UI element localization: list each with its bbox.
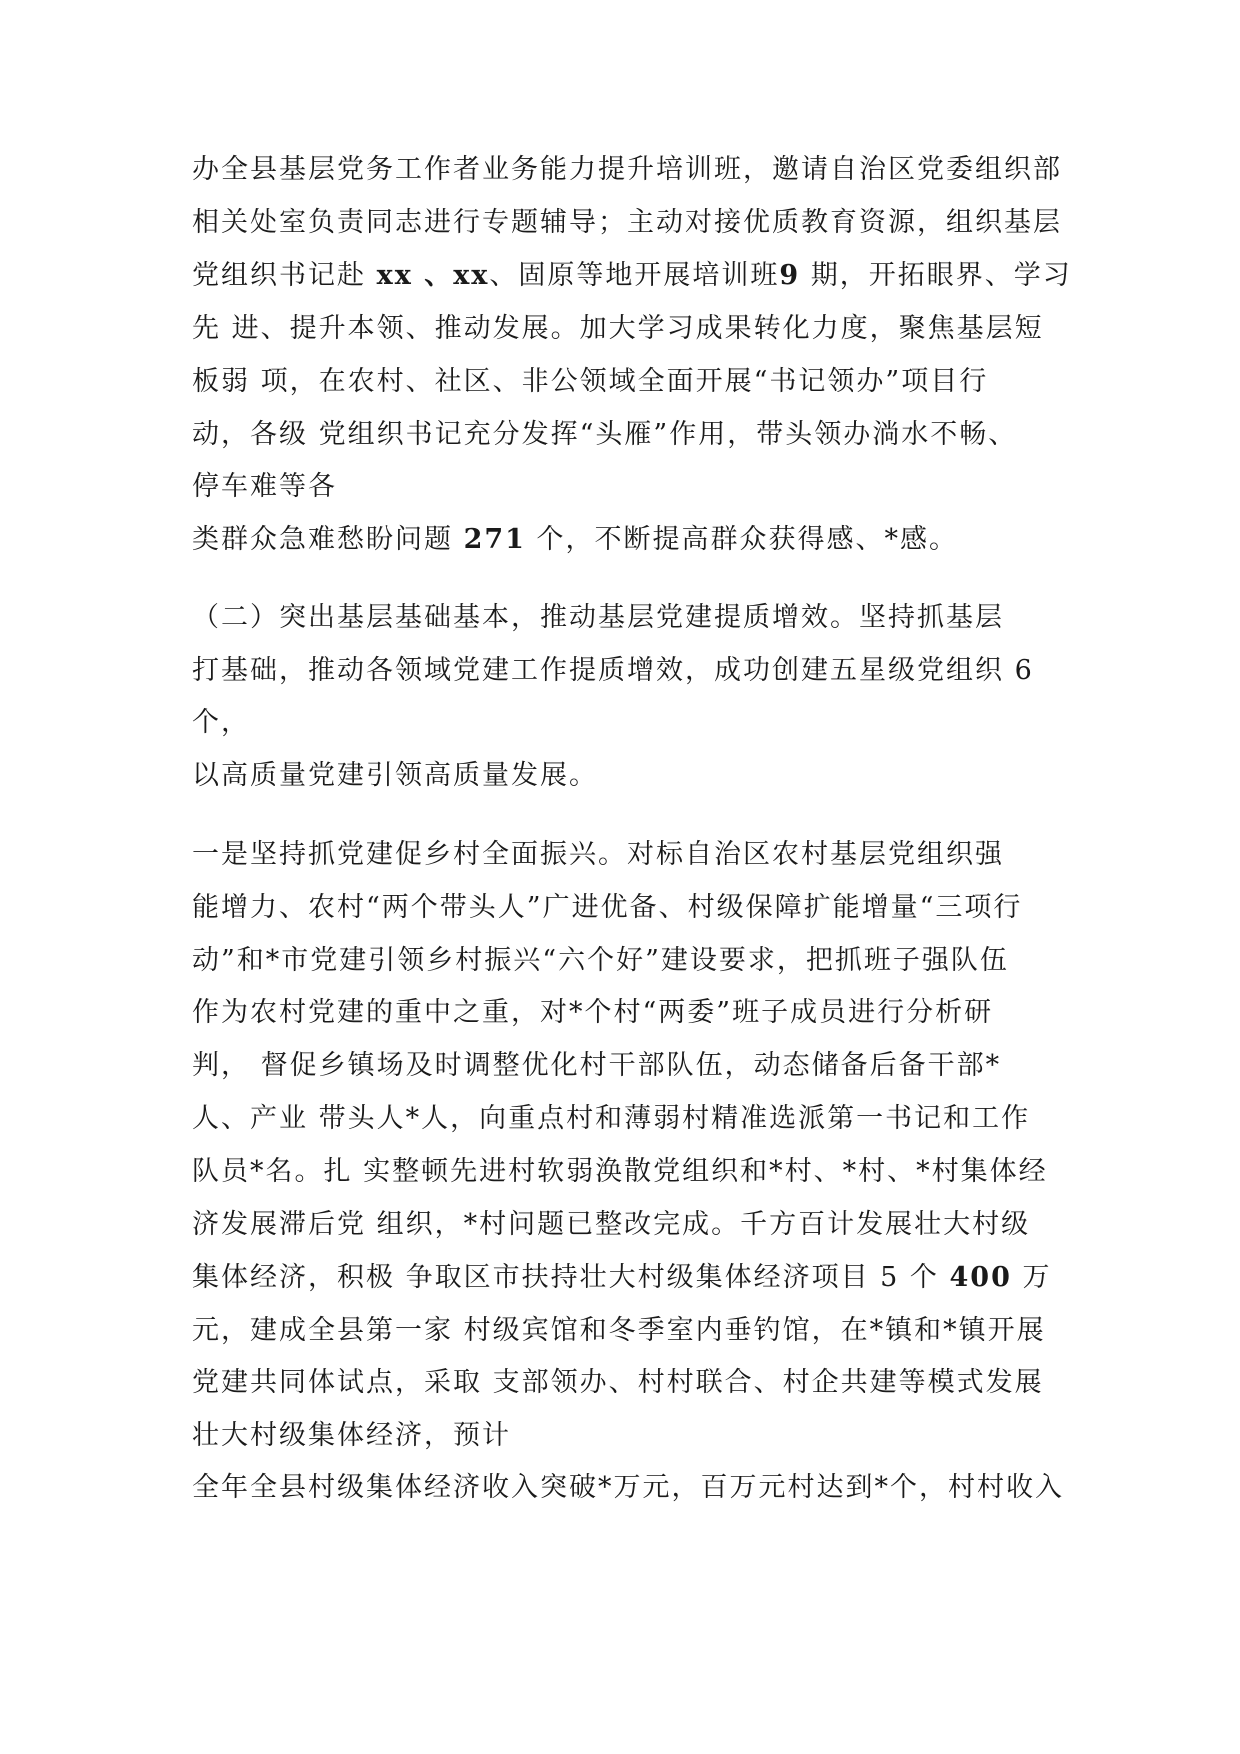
text-line [192, 1258, 1062, 1298]
text-run-bold: 9 [779, 260, 801, 291]
text-line: 先 进、提升本领、推动发展。加大学习成果转化力度，聚焦基层短 [192, 313, 1044, 344]
text-run: 、固原等地开展培训班 [489, 260, 780, 291]
text-line: 元，建成全县第一家 村级宾馆和冬季室内垂钓馆，在*镇和*镇开展 [192, 1315, 1046, 1346]
text-line: 停车难等各 [192, 471, 337, 502]
text-line: 板弱 项，在农村、社区、非公领域全面开展“书记领办”项目行 [192, 366, 989, 397]
text-line: 全年全县村级集体经济收入突破*万元，百万元村达到*个，村村收入 [192, 1472, 1064, 1503]
text-run: 万 [1011, 1262, 1052, 1293]
text-line: 队员*名。扎 实整顿先进村软弱涣散党组织和*村、*村、*村集体经 [192, 1156, 1048, 1187]
text-run: 党组织书记赴 [192, 260, 377, 291]
text-run: 类群众急难愁盼问题 [192, 524, 464, 555]
text-line: 一是坚持抓党建促乡村全面振兴。对标自治区农村基层党组织强 [192, 839, 1004, 870]
text-line: 以高质量党建引领高质量发展。 [192, 760, 598, 791]
text-line: 个， [192, 707, 250, 738]
text-line [192, 256, 1072, 296]
text-line: 办全县基层党务工作者业务能力提升培训班，邀请自治区党委组织部 [192, 154, 1062, 185]
text-line: 党建共同体试点，采取 支部领办、村村联合、村企共建等模式发展 [192, 1367, 1044, 1398]
text-line: 判， 督促乡镇场及时调整优化村干部队伍，动态储备后备干部* [192, 1050, 1002, 1081]
text-line: （二）突出基层基础基本，推动基层党建提质增效。坚持抓基层 [192, 602, 1004, 633]
text-run: 集体经济，积极 争取区市扶持壮大村级集体经济项目 5 个 [192, 1262, 950, 1293]
text-line: 相关处室负责同志进行专题辅导；主动对接优质教育资源，组织基层 [192, 207, 1062, 238]
text-run-bold: xx 、xx [376, 260, 490, 291]
text-run: 期，开拓眼界、学习 [800, 260, 1072, 291]
text-line: 济发展滞后党 组织，*村问题已整改完成。千方百计发展壮大村级 [192, 1209, 1031, 1240]
text-line: 动，各级 党组织书记充分发挥“头雁”作用，带头领办淌水不畅、 [192, 419, 1018, 450]
text-line: 人、产业 带头人*人，向重点村和薄弱村精准选派第一书记和工作 [192, 1103, 1031, 1134]
text-run: 个，不断提高群众获得感、*感。 [525, 524, 959, 555]
text-line: 作为农村党建的重中之重，对*个村“两委”班子成员进行分析研 [192, 997, 994, 1028]
text-run-bold: 400 [949, 1262, 1012, 1293]
text-line: 壮大村级集体经济，预计 [192, 1420, 511, 1451]
text-line [192, 520, 1062, 560]
text-line: 能增力、农村“两个带头人”广进优备、村级保障扩能增量“三项行 [192, 892, 1023, 923]
text-line: 动”和*市党建引领乡村振兴“六个好”建设要求，把抓班子强队伍 [192, 945, 1009, 976]
text-run-bold: 271 [463, 524, 526, 555]
text-line: 打基础，推动各领域党建工作提质增效，成功创建五星级党组织 6 [192, 655, 1034, 686]
